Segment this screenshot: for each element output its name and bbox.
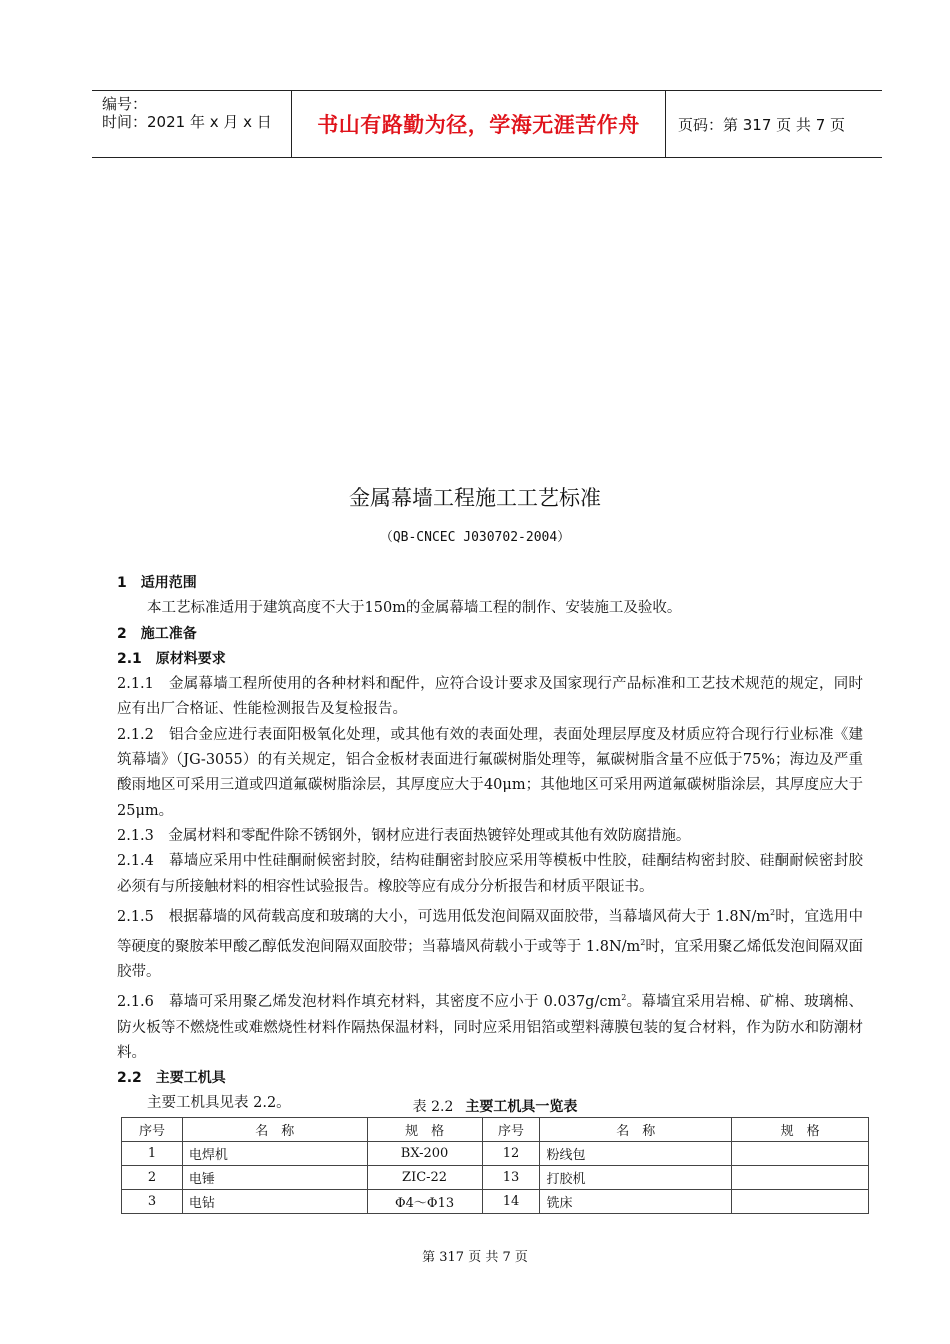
header-page-info: 页码：第 317 页 共 7 页 <box>678 115 846 134</box>
section-2-2-heading: 2.2 主要工机具 <box>117 1070 226 1087</box>
document-body <box>117 571 863 1117</box>
superscript: 2 <box>640 937 646 947</box>
time-label: 时间：2021 年 x 月 x 日 <box>102 113 272 131</box>
table-cell: 打胶机 <box>540 1166 732 1190</box>
section-2-2-text: 主要工机具见表 2.2。 <box>147 1095 291 1112</box>
table-caption <box>0 1096 950 1116</box>
table-cell: 12 <box>482 1142 540 1166</box>
table-cell: 电焊机 <box>182 1142 367 1166</box>
page-header <box>92 90 882 158</box>
header-motto: 书山有路勤为径，学海无涯苦作舟 <box>292 91 666 157</box>
number-label: 编号： <box>102 95 148 113</box>
paragraph-2-1-2: 2.1.2 铝合金应进行表面阳极氧化处理，或其他有效的表面处理，表面处理层厚度及材质应符合现行行业标准《建筑幕墙》（JG-3055）的有关规定，铝合金板材表面进行氟碳树脂处理等，氟碳树脂含量不应低于75%；海边及严重酸雨地区可采用三道或四道氟碳树脂涂层，其厚度应大于40μm；其他地区可采用两道氟碳树脂涂层，其厚度应大于25μm。 <box>117 726 863 819</box>
superscript: 2 <box>621 993 627 1003</box>
section-1-heading: 1 适用范围 <box>117 575 197 591</box>
paragraph-2-1-3: 2.1.3 金属材料和零配件除不锈钢外，钢材应进行表面热镀锌处理或其他有效防腐措施。 <box>117 827 691 844</box>
header-meta <box>92 91 292 157</box>
page-footer: 第 317 页 共 7 页 <box>422 1250 528 1265</box>
p216-part-a: 2.1.6 幕墙可采用聚乙烯发泡材料作填充材料，其密度不应小于 0.037g/cm <box>117 994 622 1011</box>
table-cell: 粉线包 <box>540 1142 732 1166</box>
table-cell: 14 <box>482 1190 540 1214</box>
table-header-row <box>122 1118 869 1142</box>
table-cell: 电钻 <box>182 1190 367 1214</box>
table-cell: 电锤 <box>182 1166 367 1190</box>
table-cell: 铣床 <box>540 1190 732 1214</box>
paragraph-2-1-5 <box>117 900 863 986</box>
table-cell: Φ4～Φ13 <box>367 1190 482 1214</box>
table-row <box>122 1190 869 1214</box>
table-cell: 3 <box>122 1190 183 1214</box>
p216-part-b: 。幕墙宜采用岩棉、矿棉、玻璃棉、防火板等不燃烧性或难燃烧性材料作隔热保温材料，同时应采用铝箔或塑料薄膜包装的复合材料，作为防水和防潮材料。 <box>117 994 863 1061</box>
table-header-cell: 名 称 <box>540 1118 732 1142</box>
section-1-text: 本工艺标准适用于建筑高度不大于150m的金属幕墙工程的制作、安装施工及验收。 <box>147 600 682 617</box>
table-row <box>122 1142 869 1166</box>
table-cell <box>732 1166 869 1190</box>
table-cell: ZIC-22 <box>367 1166 482 1190</box>
paragraph-2-1-1: 2.1.1 金属幕墙工程所使用的各种材料和配件，应符合设计要求及国家现行产品标准和工艺技术规范的规定，同时应有出厂合格证、性能检测报告及复检报告。 <box>117 676 863 718</box>
table-header-cell: 序号 <box>122 1118 183 1142</box>
document-title: 金属幕墙工程施工工艺标准 <box>349 486 601 510</box>
paragraph-2-1-6 <box>117 985 863 1066</box>
table-cell <box>732 1190 869 1214</box>
section-2-heading: 2 施工准备 <box>117 625 197 642</box>
p215-part-c: 时，宜采用聚乙烯低发泡间隔双面胶带。 <box>117 938 864 981</box>
table-cell: 13 <box>482 1166 540 1190</box>
table-cell: 1 <box>122 1142 183 1166</box>
table-cell: 2 <box>122 1166 183 1190</box>
table-header-cell: 名 称 <box>182 1118 367 1142</box>
p215-part-b: 时，宜选用中等硬度的聚胺苯甲酸乙醇低发泡间隔双面胶带；当幕墙风荷载小于或等于 1.8N/m <box>117 908 863 955</box>
document-code: （QB-CNCEC J030702-2004） <box>379 530 571 545</box>
superscript: 2 <box>769 907 776 917</box>
table-header-cell: 序号 <box>482 1118 540 1142</box>
table-row <box>122 1166 869 1190</box>
table-cell <box>732 1142 869 1166</box>
table-caption-title: 主要工机具一览表 <box>465 1099 578 1115</box>
paragraph-2-1-4: 2.1.4 幕墙应采用中性硅酮耐候密封胶，结构硅酮密封胶应采用等模板中性胶，硅酮结构密封胶、硅酮耐候密封胶必须有与所接触材料的相容性试验报告。橡胶等应有成分分析报告和材质平限证书。 <box>117 853 863 895</box>
table-header-cell: 规 格 <box>732 1118 869 1142</box>
tools-table <box>121 1117 869 1214</box>
section-2-1-heading: 2.1 原材料要求 <box>117 650 226 667</box>
table-cell: BX-200 <box>367 1142 482 1166</box>
p215-part-a: 2.1.5 根据幕墙的风荷载高度和玻璃的大小，可选用低发泡间隔双面胶带，当幕墙风荷大于 1.8N/m <box>117 908 770 925</box>
table-caption-number: 表 2.2 <box>412 1099 454 1115</box>
table-header-cell: 规 格 <box>367 1118 482 1142</box>
